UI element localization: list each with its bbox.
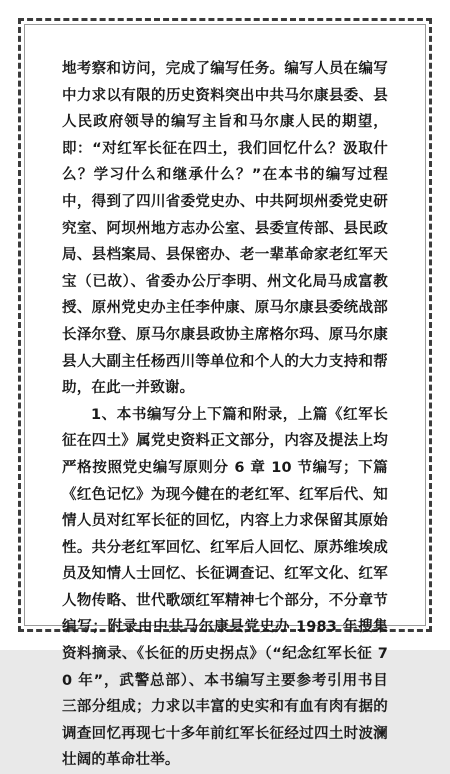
body-text [62,56,388,774]
paragraph-acknowledgements: 地考察和访问，完成了编写任务。编写人员在编写中力求以有限的历史资料突出中共马尔康县委、县人民政府领导的编写主旨和马尔康人民的期望，即：“对红军长征在四土，我们回忆什么？汲取什么？学习什么和继承什么？”在本书的编写过程中，得到了四川省委党史办、中共阿坝州委党史研究室、阿坝州地方志办公室、县委宣传部、县民政局、县档案局、县保密办、老一辈革命家老红军天宝（已故）、省委办公厅李明、州文化局马成富教授、原州党史办主任李仲康、原马尔康县委统战部长泽尔登、原马尔康县政协主席格尔玛、原马尔康县人大副主任杨西川等单位和个人的大力支持和帮助，在此一并致谢。 [62,61,388,397]
paragraph-structure-note: 1、本书编写分上下篇和附录，上篇《红军长征在四土》属党史资料正文部分，内容及提法上均严格按照党史编写原则分 6 章 10 节编写；下篇《红色记忆》为现今健在的老红军、红军后代、知情人员对红军长征的回忆，内容上力求保留其原始性。共分老红军回忆、红军后人回忆、原苏维埃成员及知情人士回忆、长征调查记、红军文化、红军人物传略、世代歌颂红军精神七个部分，不分章节编写；附录由中共马尔康县党史办 1983 年搜集资料摘录、《长征的历史拐点》（“纪念红军长征 70 年”，武警总部）、本书编写主要参考引用书目三部分组成；力求以丰富的史实和有血有肉有据的调查回忆再现七十多年前红军长征经过四土时波澜壮阔的革命壮举。 [62,406,388,769]
